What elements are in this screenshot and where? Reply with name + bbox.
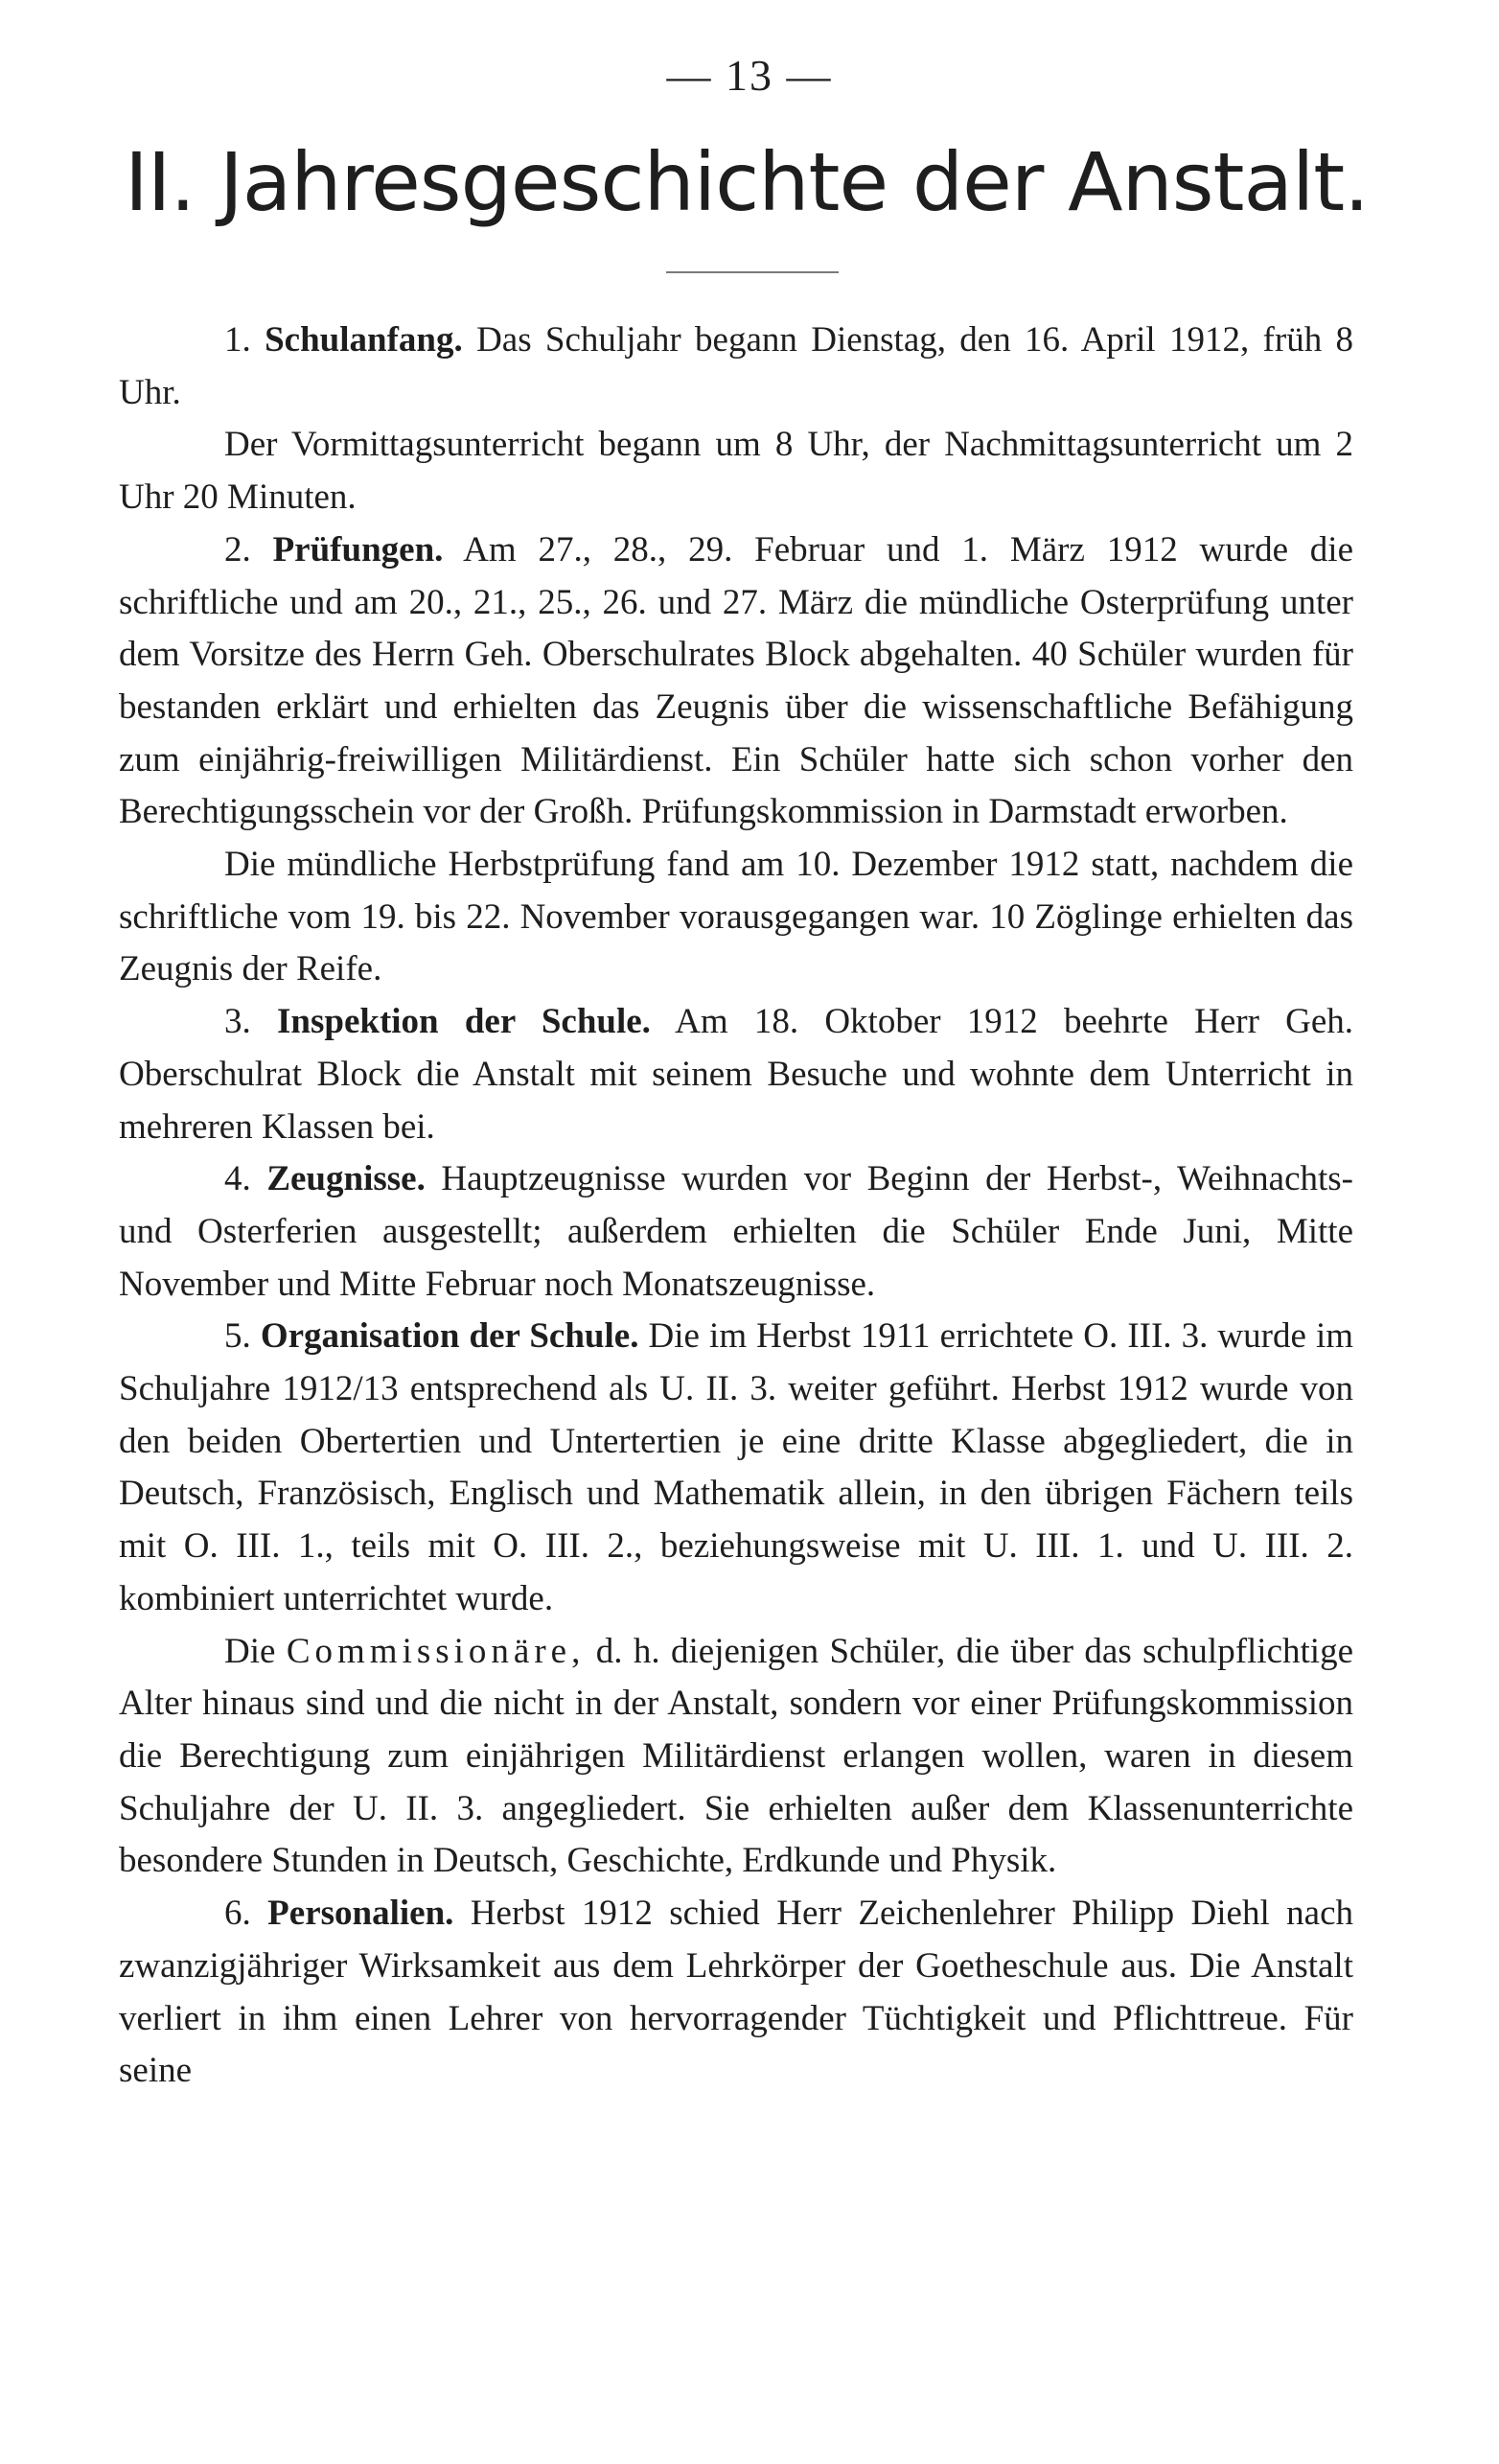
paragraph-organisation — [119, 1311, 1353, 1625]
paragraph-unterrichtszeiten — [119, 419, 1353, 523]
section-number: 1. — [224, 320, 251, 360]
paragraph-text: Am 27., 28., 29. Februar und 1. März 1912 wurde die schriftliche und am 20., 21., 25., 26. und 27. März die mündliche Osterprüfung unter dem Vorsitze des Herrn Geh. Oberschulrates Block abgehalten. 40 Schüler wurden für bestanden erklärt und erhielten das Zeugnis über die wissenschaftliche Befähigung zum einjährig-freiwilligen Militärdienst. Ein Schüler hatte sich schon vorher den Berechtigungsschein vor der Großh. Prüfungskommission in Darmstadt erworben. — [119, 529, 1353, 832]
body-text — [119, 314, 1353, 2098]
paragraph-commissionaere — [119, 1626, 1353, 1889]
section-title-schulanfang: Schulanfang. — [265, 320, 463, 360]
paragraph-text: Am 18. Oktober 1912 beehrte Herr Geh. Oberschulrat Block die Anstalt mit seinem Besuche und wohnte dem Unterricht in mehreren Klassen bei. — [119, 1002, 1354, 1147]
page-number: — 13 — — [666, 51, 833, 100]
paragraph-text: Hauptzeugnisse wurden vor Beginn der Herbst-, Weihnachts- und Osterferien ausgestellt; außerdem erhielten die Schüler Ende Juni, Mitte November und Mitte Februar noch Monatszeugnisse. — [119, 1159, 1353, 1304]
paragraph-herbstpruefung — [119, 839, 1353, 996]
section-title-inspektion: Inspektion der Schule. — [276, 1002, 651, 1042]
paragraph-pruefungen — [119, 524, 1353, 839]
paragraph-inspektion — [119, 996, 1353, 1153]
paragraph-text: Die im Herbst 1911 errichtete O. III. 3. wurde im Schuljahre 1912/13 entsprechend als U. II. 3. weiter geführt. Herbst 1912 wurde von den beiden Obertertien und Untertertien je eine dritte Klasse abgegliedert, die in Deutsch, Französisch, Englisch und Mathematik allein, in den übrigen Fächern teils mit O. III. 1., teils mit O. III. 2., beziehungsweise mit U. III. 1. und U. III. 2. kombiniert unterrichtet wurde. — [119, 1316, 1354, 1618]
paragraph-text: Herbst 1912 schied Herr Zeichenlehrer Philipp Diehl nach zwanzigjähriger Wirksamkeit aus dem Lehrkörper der Goetheschule aus. Die Anstalt verliert in ihm einen Lehrer von hervorragender Tüchtigkeit und Pflichttreue. Für seine — [119, 1894, 1354, 2091]
section-number: 2. — [224, 529, 251, 570]
section-number: 5. — [224, 1316, 251, 1357]
paragraph-schulanfang — [119, 314, 1353, 419]
chapter-heading: II. Jahresgeschichte der Anstalt. — [125, 135, 1369, 229]
paragraph-text: Der Vormittagsunterricht begann um 8 Uhr, der Nachmittagsunterricht um 2 Uhr 20 Minuten. — [119, 425, 1353, 518]
section-title-zeugnisse: Zeugnisse. — [266, 1159, 426, 1199]
paragraph-text: d. h. diejenigen Schüler, die über das schulpflichtige Alter hinaus sind und die nicht in der Anstalt, sondern vor einer Prüfungskommission die Berechtigung zum einjährigen Militärdienst erlangen wollen, waren in diesem Schuljahre der U. II. 3. angegliedert. Sie erhielten außer dem Klassenunterrichte besondere Stunden in Deutsch, Geschichte, Erdkunde und Physik. — [119, 1631, 1353, 1881]
heading-divider — [666, 271, 839, 273]
section-title-organisation: Organisation der Schule. — [260, 1316, 639, 1357]
section-number: 3. — [224, 1002, 251, 1042]
paragraph-text: Die mündliche Herbstprüfung fand am 10. Dezember 1912 statt, nachdem die schriftliche vom 19. bis 22. November vorausgegangen war. 10 Zöglinge erhielten das Zeugnis der Reife. — [119, 845, 1353, 989]
spaced-term-commissionaere: Commissionäre, — [286, 1631, 586, 1671]
paragraph-zeugnisse — [119, 1153, 1353, 1311]
section-number: 4. — [224, 1159, 251, 1199]
section-title-pruefungen: Prüfungen. — [272, 529, 444, 570]
paragraph-personalien — [119, 1888, 1353, 2098]
section-title-personalien: Personalien. — [267, 1894, 454, 1934]
paragraph-text: Das Schuljahr begann Dienstag, den 16. April 1912, früh 8 Uhr. — [119, 320, 1354, 412]
section-number: 6. — [224, 1894, 251, 1934]
paragraph-lead-word: Die — [224, 1631, 276, 1671]
